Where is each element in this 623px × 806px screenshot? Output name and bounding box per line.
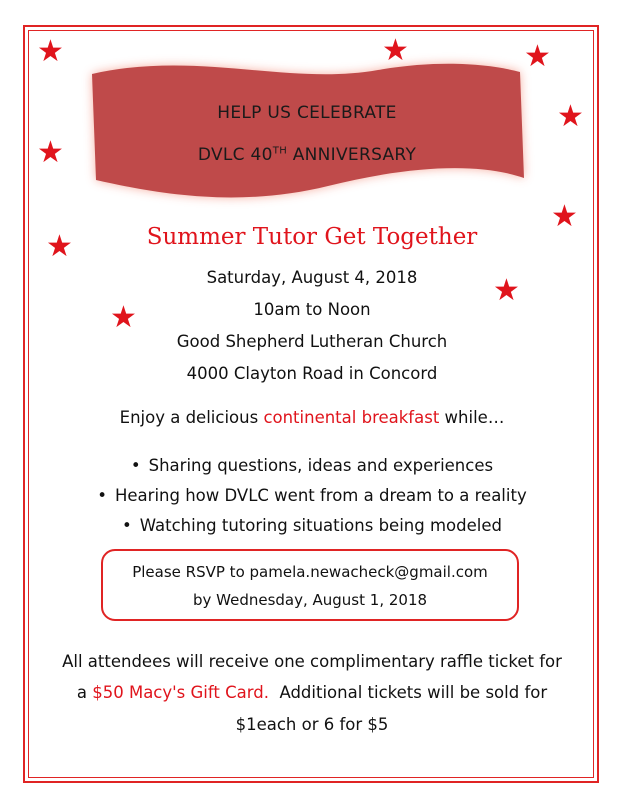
enjoy-suffix: while… bbox=[439, 408, 505, 427]
event-address: 4000 Clayton Road in Concord bbox=[186, 364, 438, 383]
banner-line-2 bbox=[92, 145, 522, 165]
bullet-item bbox=[30, 486, 594, 505]
bullet-item bbox=[30, 456, 594, 475]
bullet-item bbox=[30, 516, 594, 535]
star-icon: ★ bbox=[37, 34, 64, 69]
enjoy-line bbox=[30, 408, 594, 427]
star-icon: ★ bbox=[110, 300, 137, 335]
banner-line-1: HELP US CELEBRATE bbox=[217, 103, 397, 123]
star-icon: ★ bbox=[46, 229, 73, 264]
star-icon: ★ bbox=[524, 39, 551, 74]
event-time: 10am to Noon bbox=[253, 300, 371, 319]
enjoy-prefix: Enjoy a delicious bbox=[119, 408, 264, 427]
wavy-banner bbox=[78, 52, 536, 212]
bullet-text: Watching tutoring situations being modeled bbox=[139, 516, 502, 535]
breakfast-highlight: continental breakfast bbox=[263, 408, 440, 427]
banner-line-2-suffix: ANNIVERSARY bbox=[287, 145, 417, 165]
raffle-line-2-suffix: Additional tickets will be sold for bbox=[268, 683, 548, 702]
bullet-text: Sharing questions, ideas and experiences bbox=[148, 456, 494, 475]
star-icon: ★ bbox=[551, 199, 578, 234]
event-title: Summer Tutor Get Together bbox=[146, 224, 478, 250]
star-icon: ★ bbox=[37, 135, 64, 170]
rsvp-line-1: Please RSVP to pamela.newacheck@gmail.com bbox=[132, 563, 488, 581]
banner-line-2-superscript: TH bbox=[272, 145, 288, 157]
raffle-line-1: All attendees will receive one complimentary raffle ticket for bbox=[62, 652, 562, 671]
raffle-line-2-prefix: a bbox=[76, 683, 93, 702]
gift-card-highlight: $50 Macy's Gift Card. bbox=[92, 683, 269, 702]
bullet-icon: • bbox=[97, 486, 107, 505]
rsvp-box bbox=[101, 549, 519, 621]
raffle-line-3: $1each or 6 for $5 bbox=[235, 715, 389, 734]
star-icon: ★ bbox=[493, 273, 520, 308]
star-icon: ★ bbox=[382, 33, 409, 68]
event-venue: Good Shepherd Lutheran Church bbox=[176, 332, 448, 351]
raffle-line-2 bbox=[30, 683, 594, 702]
banner-line-2-prefix: DVLC 40 bbox=[197, 145, 273, 165]
event-date: Saturday, August 4, 2018 bbox=[206, 268, 418, 287]
bullet-text: Hearing how DVLC went from a dream to a reality bbox=[115, 486, 527, 505]
star-icon: ★ bbox=[557, 99, 584, 134]
rsvp-line-2: by Wednesday, August 1, 2018 bbox=[192, 591, 428, 609]
bullet-icon: • bbox=[122, 516, 132, 535]
bullet-icon: • bbox=[130, 456, 141, 475]
